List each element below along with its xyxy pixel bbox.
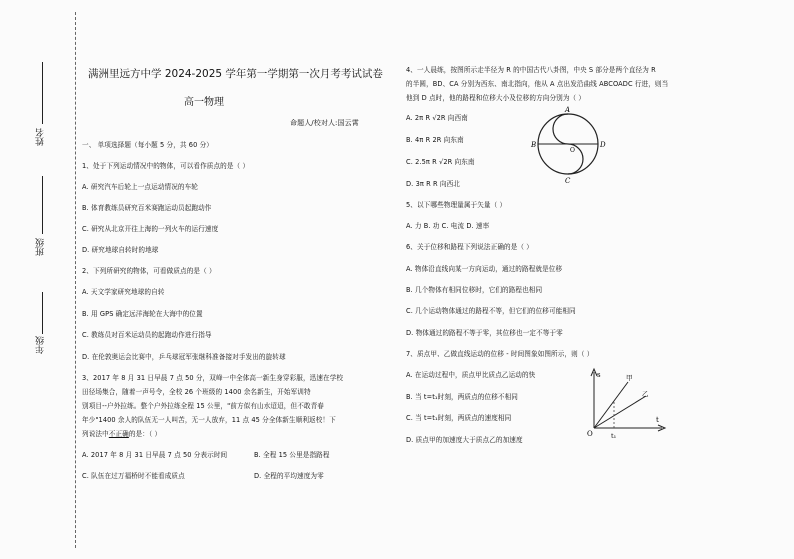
q6-option-d: D. 物体通过的路程不等于零，其位移也一定不等于零 xyxy=(406,329,563,337)
q1-option-b: B. 体育教练员研究百米赛跑运动员起跑动作 xyxy=(82,204,212,212)
q3-option-d: D. 全程的平均速度为零 xyxy=(254,472,324,480)
label-a: A xyxy=(565,106,571,114)
q3-line-2: 田径场集合，随着一声号令，全校 26 个班级的 1400 余名新生，开始军训特 xyxy=(82,388,311,396)
exam-title: 满洲里远方中学 2024-2025 学年第一学期第一次月考考试试卷 xyxy=(88,68,383,80)
origin-label: O xyxy=(587,430,593,438)
name-label: 姓名 xyxy=(36,128,46,146)
q7-option-b: B. 当 t=t₁时刻，两质点的位移不相同 xyxy=(406,393,518,401)
q6-option-b: B. 几个物体有相同位移时，它们的路程也相同 xyxy=(406,286,543,294)
label-o: O xyxy=(570,147,575,154)
binding-margin-line xyxy=(75,12,76,548)
q2-stem: 2、下列所研究的物体，可看做质点的是（ ） xyxy=(82,267,216,275)
q5-stem: 5、以下哪些物理量属于矢量（ ） xyxy=(406,201,507,209)
q5-options: A. 力 B. 功 C. 电流 D. 速率 xyxy=(406,222,490,230)
grade-label: 年级 xyxy=(36,336,46,354)
q6-option-c: C. 几个运动物体通过的路程不等，但它们的位移可能相同 xyxy=(406,307,576,315)
q1-option-c: C. 研究从北京开往上海的一列火车的运行速度 xyxy=(82,225,219,233)
q3-line-3: 别项目--户外拉练。整个户外拉练全程 15 公里，"前方似有山水迢迢，但不敢青春 xyxy=(82,402,324,410)
q4-option-c: C. 2.5π R √2R 向东南 xyxy=(406,158,475,166)
q3-option-a: A. 2017 年 8 月 31 日早晨 7 点 50 分表示时间 xyxy=(82,451,228,459)
q1-option-a: A. 研究汽车后轮上一点运动情况的车轮 xyxy=(82,183,198,191)
q4-line-3: 他到 D 点时，他的路程和位移大小及位移的方向分别为（ ） xyxy=(406,94,586,102)
st-graph xyxy=(584,366,668,442)
q2-option-d: D. 在伦敦奥运会比赛中，乒乓球冠军张继科准备接对手发出的旋转球 xyxy=(82,353,286,361)
q1-option-d: D. 研究地球自转时的地球 xyxy=(82,246,159,254)
class-label: 班级 xyxy=(36,238,46,256)
grade-field[interactable] xyxy=(42,292,43,334)
q3-option-c: C. 队伍在过万福桥时不能看成质点 xyxy=(82,472,185,480)
q4-line-1: 4、一人晨练，按图所示走半径为 R 的中国古代八卦图，中央 S 部分是两个直径为 R xyxy=(406,66,656,74)
q3-line-5: 列说法中不正确的是：（ ） xyxy=(82,430,162,438)
q2-option-a: A. 天文学家研究地球的自转 xyxy=(82,288,165,296)
line-yi xyxy=(594,396,646,428)
t-label: t xyxy=(656,416,659,424)
q7-stem: 7、质点甲、乙做直线运动的位移 - 时间图象如图所示，则（ ） xyxy=(406,350,594,358)
q2-option-b: B. 用 GPS 确定远洋海轮在大海中的位置 xyxy=(82,310,203,318)
q7-option-a: A. 在运动过程中，质点甲比质点乙运动的快 xyxy=(406,371,536,379)
q7-option-d: D. 质点甲的加速度大于质点乙的加速度 xyxy=(406,436,523,444)
label-d: D xyxy=(600,141,606,149)
q4-option-a: A. 2π R √2R 向西南 xyxy=(406,114,468,122)
t1-label: t₁ xyxy=(611,432,617,440)
label-c: C xyxy=(565,177,571,185)
q1-stem: 1、处于下列运动情况中的物体，可以看作质点的是（ ） xyxy=(82,162,250,170)
jia-label: 甲 xyxy=(626,374,633,382)
bagua-diagram xyxy=(530,106,610,186)
label-b: B xyxy=(531,141,537,149)
q3-line-1: 3、2017 年 8 月 31 日早晨 7 点 50 分，双峰一中全体高一新生身穿彩服，迅速在学校 xyxy=(82,374,344,382)
q4-option-d: D. 3π R R 向西北 xyxy=(406,180,460,188)
class-field[interactable] xyxy=(42,176,43,234)
q3-underlined-word: 不正确 xyxy=(108,430,129,438)
q3-option-b: B. 全程 15 公里是指路程 xyxy=(254,451,330,459)
q4-option-b: B. 4π R 2R 向东南 xyxy=(406,136,464,144)
q3-line-4: 年少"1400 余人的队伍无一人叫苦，无一人放弃，11 点 45 分全体新生顺利返校！下 xyxy=(82,416,336,424)
author-line: 命题人/校对人:国云霄 xyxy=(290,119,359,127)
q7-option-c: C. 当 t=t₁时刻，两质点的速度相同 xyxy=(406,414,512,422)
line-jia xyxy=(594,382,628,428)
q2-option-c: C. 教练员对百米运动员的起跑动作进行指导 xyxy=(82,331,212,339)
yi-label: 乙 xyxy=(642,390,649,398)
subject-title: 高一物理 xyxy=(184,97,224,108)
q6-stem: 6、关于位移和路程下列说法正确的是（ ） xyxy=(406,243,533,251)
q4-line-2: 的半圆，BD、CA 分别为西东、南北指向，他从 A 点出发沿曲线 ABCOADC 行进，则当 xyxy=(406,80,669,88)
name-field[interactable] xyxy=(42,62,43,124)
s-label: s xyxy=(597,371,601,379)
q6-option-a: A. 物体沿直线向某一方向运动，通过的路程就是位移 xyxy=(406,265,563,273)
section-heading: 一、 单项选择题（每小题 5 分，共 60 分） xyxy=(82,141,213,149)
